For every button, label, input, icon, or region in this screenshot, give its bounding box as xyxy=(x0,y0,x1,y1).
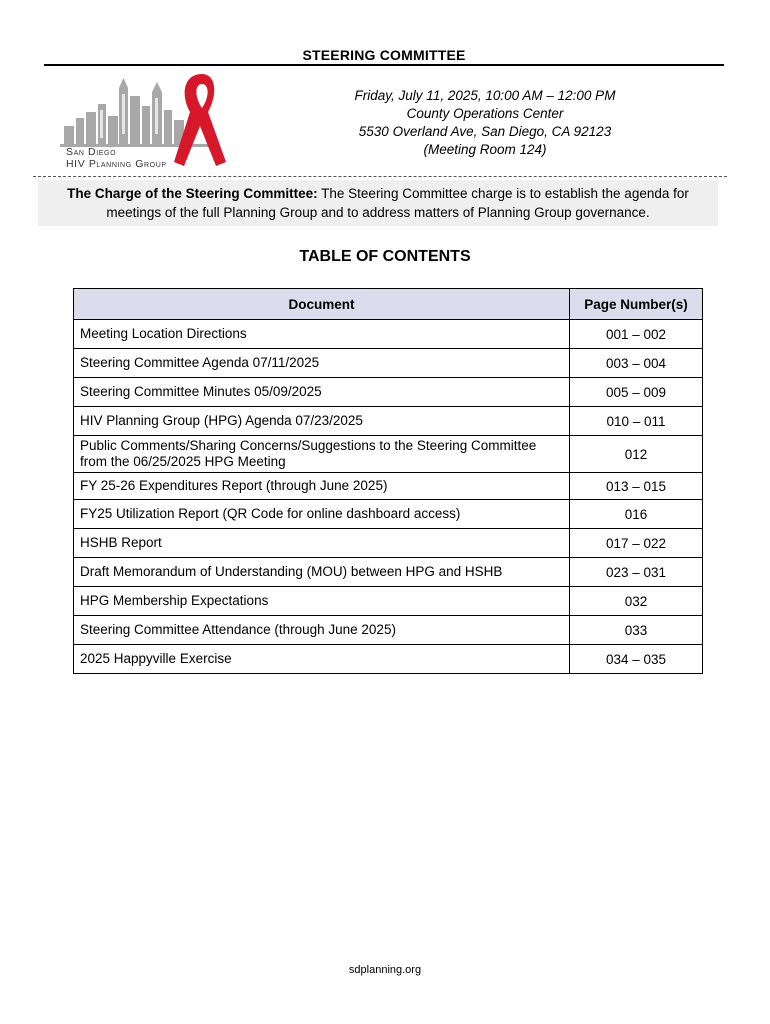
toc-pages: 003 – 004 xyxy=(570,349,703,378)
toc-document: Draft Memorandum of Understanding (MOU) between HPG and HSHB xyxy=(74,558,570,587)
toc-document: Meeting Location Directions xyxy=(74,320,570,349)
table-row xyxy=(74,558,703,587)
toc-pages: 005 – 009 xyxy=(570,378,703,407)
charge-text: The Steering Committee charge is to establish the agenda for meetings of the full Planning Group and to address matters of Planning Group governance. xyxy=(106,186,689,220)
meeting-address: 5530 Overland Ave, San Diego, CA 92123 xyxy=(358,124,612,139)
toc-document: FY25 Utilization Report (QR Code for online dashboard access) xyxy=(74,500,570,529)
toc-pages: 033 xyxy=(570,616,703,645)
logo-line-1: San Diego xyxy=(66,146,117,158)
committee-charge xyxy=(38,180,718,226)
table-row xyxy=(74,500,703,529)
logo-line-2: HIV Planning Group xyxy=(66,158,167,170)
toc-document: Public Comments/Sharing Concerns/Suggestions to the Steering Committee from the 06/25/2025 HPG Meeting xyxy=(74,436,570,473)
toc-document: HSHB Report xyxy=(74,529,570,558)
table-row xyxy=(74,349,703,378)
info-divider xyxy=(33,176,727,177)
meeting-location: County Operations Center xyxy=(406,106,564,121)
table-row xyxy=(74,473,703,500)
toc-title: TABLE OF CONTENTS xyxy=(299,248,471,265)
toc-pages: 032 xyxy=(570,587,703,616)
toc-pages: 013 – 015 xyxy=(570,473,703,500)
toc-document: FY 25-26 Expenditures Report (through June 2025) xyxy=(74,473,570,500)
toc-document: HIV Planning Group (HPG) Agenda 07/23/2025 xyxy=(74,407,570,436)
toc-pages: 023 – 031 xyxy=(570,558,703,587)
table-row xyxy=(74,378,703,407)
toc-pages: 034 – 035 xyxy=(570,645,703,674)
table-row xyxy=(74,436,703,473)
table-row xyxy=(74,320,703,349)
toc-document: Steering Committee Attendance (through June 2025) xyxy=(74,616,570,645)
toc-pages: 017 – 022 xyxy=(570,529,703,558)
toc-document: Steering Committee Agenda 07/11/2025 xyxy=(74,349,570,378)
toc-table xyxy=(73,288,703,674)
table-row xyxy=(74,616,703,645)
toc-pages: 012 xyxy=(570,436,703,473)
table-row xyxy=(74,645,703,674)
table-row xyxy=(74,407,703,436)
toc-header-row xyxy=(74,289,703,320)
toc-pages: 010 – 011 xyxy=(570,407,703,436)
table-row xyxy=(74,529,703,558)
charge-label: The Charge of the Steering Committee: xyxy=(67,186,318,201)
toc-document: 2025 Happyville Exercise xyxy=(74,645,570,674)
footer-url[interactable]: sdplanning.org xyxy=(348,964,422,976)
committee-title: STEERING COMMITTEE xyxy=(302,47,466,63)
toc-pages: 016 xyxy=(570,500,703,529)
table-row xyxy=(74,587,703,616)
toc-header-document: Document xyxy=(74,289,570,320)
toc-header-pages: Page Number(s) xyxy=(570,289,703,320)
toc-pages: 001 – 002 xyxy=(570,320,703,349)
meeting-info xyxy=(300,87,670,159)
toc-document: HPG Membership Expectations xyxy=(74,587,570,616)
meeting-room: (Meeting Room 124) xyxy=(423,142,547,157)
meeting-datetime: Friday, July 11, 2025, 10:00 AM – 12:00 PM xyxy=(354,88,616,103)
logo-wordmark xyxy=(64,146,214,170)
title-rule xyxy=(44,64,724,66)
toc-document: Steering Committee Minutes 05/09/2025 xyxy=(74,378,570,407)
